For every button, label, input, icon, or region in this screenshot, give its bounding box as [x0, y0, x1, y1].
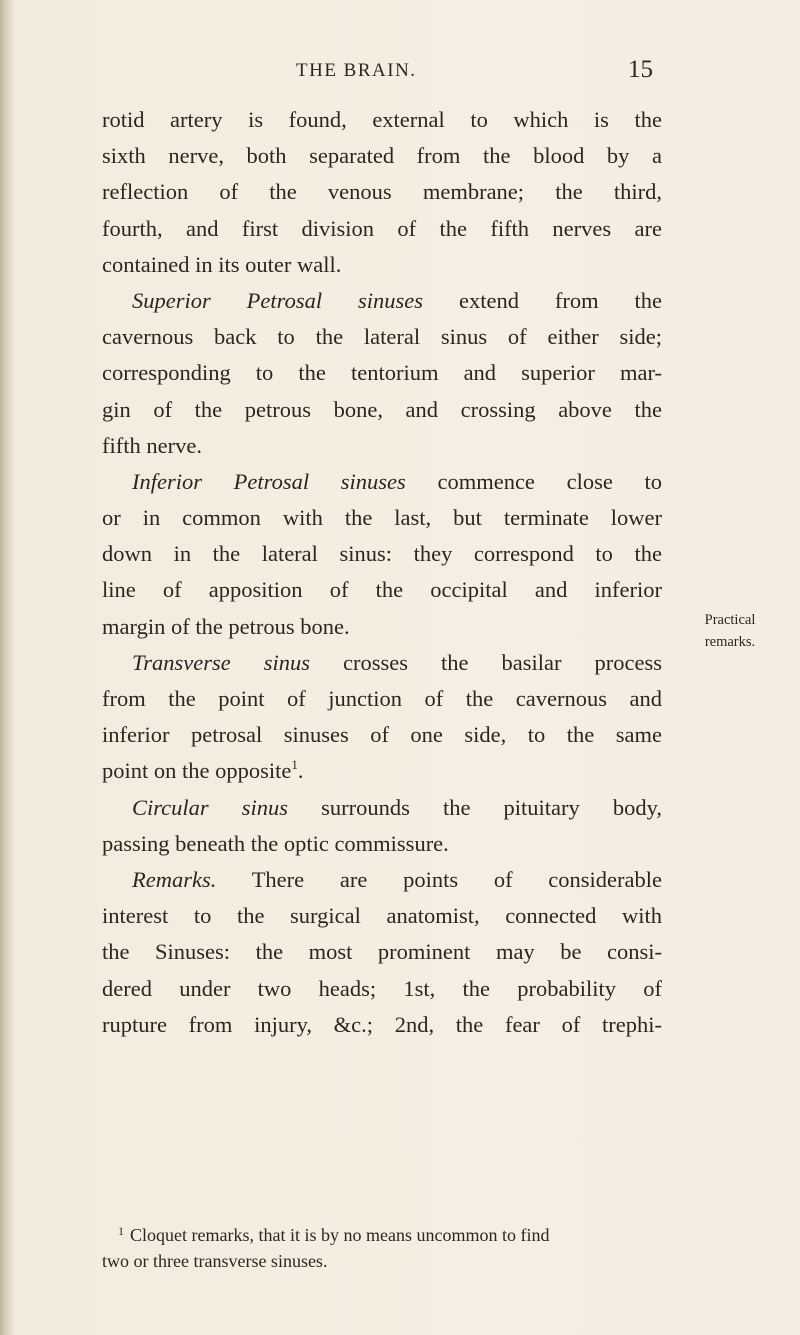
text-line-20-rest: surrounds the pituitary body,: [321, 794, 663, 820]
text-line-8: corresponding to the tentorium and superior mar-: [102, 360, 662, 386]
text-line-20: [102, 790, 662, 826]
superior-petrosal-heading: Superior Petrosal sinuses: [132, 287, 424, 313]
page-number: 15: [628, 56, 653, 83]
text-line-5: contained in its outer wall.: [102, 251, 342, 277]
footnote-reference: 1: [291, 757, 298, 773]
text-line-4: fourth, and first division of the fifth nerves are: [102, 215, 662, 241]
text-line-16-rest: crosses the basilar process: [343, 649, 662, 675]
footnote-line-2: two or three transverse sinuses.: [102, 1251, 328, 1271]
text-line-16: [102, 645, 662, 681]
remarks-heading: Remarks.: [132, 866, 217, 892]
inferior-petrosal-heading: Inferior Petrosal sinuses: [132, 468, 406, 494]
main-text: [102, 102, 662, 1043]
text-line-7: cavernous back to the lateral sinus of either side;: [102, 324, 662, 350]
text-line-19-end: .: [297, 758, 304, 784]
text-line-2: sixth nerve, both separated from the blood by a: [102, 143, 662, 169]
text-line-12: or in common with the last, but terminate lower: [102, 505, 662, 531]
running-head-title: THE BRAIN.: [296, 60, 417, 81]
footnote-line-1: [102, 1222, 662, 1248]
text-line-26: rupture from injury, &c.; 2nd, the fear of trephi-: [102, 1011, 662, 1037]
text-line-23: interest to the surgical anatomist, connected with: [102, 903, 662, 929]
text-line-10: fifth nerve.: [102, 432, 202, 458]
text-line-21: passing beneath the optic commissure.: [102, 830, 449, 856]
running-head: [0, 56, 800, 86]
text-line-19-text: point on the opposite: [102, 758, 292, 784]
text-line-19: [102, 753, 662, 789]
text-line-25: dered under two heads; 1st, the probability of: [102, 975, 662, 1001]
text-line-6: [102, 283, 662, 319]
footnote: [102, 1222, 662, 1274]
text-line-15: margin of the petrous bone.: [102, 613, 350, 639]
text-line-11: [102, 464, 662, 500]
text-line-3: reflection of the venous membrane; the third,: [102, 179, 662, 205]
footnote-marker: 1: [118, 1224, 124, 1238]
text-line-14: line of apposition of the occipital and inferior: [102, 577, 662, 603]
marginal-note-line-1: Practical: [704, 612, 756, 628]
text-line-11-rest: commence close to: [437, 468, 663, 494]
text-line-1: rotid artery is found, external to which is the: [102, 107, 662, 132]
text-line-18: inferior petrosal sinuses of one side, to the same: [102, 722, 662, 748]
page-binding-shadow: [0, 0, 14, 1335]
text-line-13: down in the lateral sinus: they correspond to the: [102, 541, 662, 567]
text-line-17: from the point of junction of the cavernous and: [102, 686, 662, 711]
circular-sinus-heading: Circular sinus: [132, 794, 289, 820]
text-line-9: gin of the petrous bone, and crossing above the: [102, 396, 662, 422]
footnote-line-1-text: Cloquet remarks, that it is by no means uncommon to find: [130, 1225, 550, 1245]
text-line-22-rest: There are points of considerable: [251, 866, 662, 892]
marginal-note-line-2: remarks.: [704, 634, 756, 650]
text-line-22: [102, 862, 662, 898]
text-line-24: the Sinuses: the most prominent may be consi-: [102, 939, 662, 965]
transverse-sinus-heading: Transverse sinus: [132, 649, 311, 675]
marginal-note: [670, 609, 790, 653]
text-line-6-rest: extend from the: [458, 287, 663, 313]
